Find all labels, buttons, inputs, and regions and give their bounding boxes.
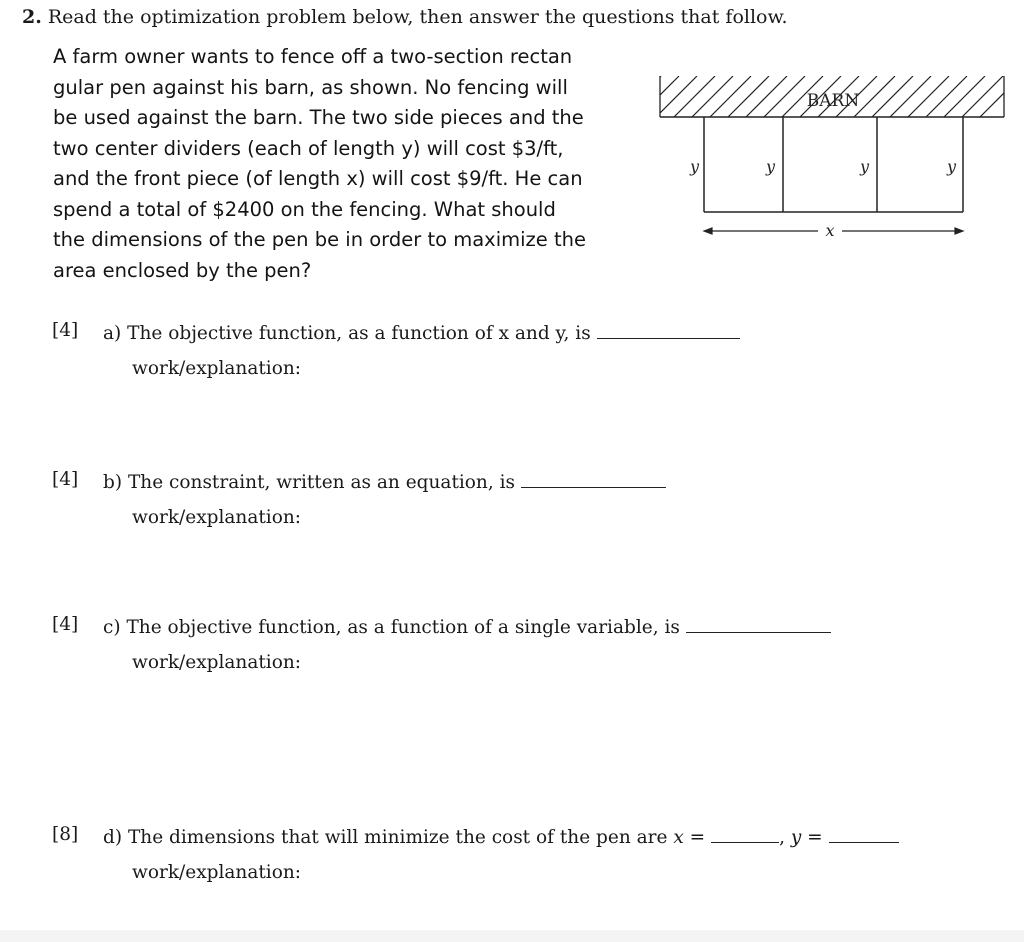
part-d-y-equals: y =: [790, 827, 823, 848]
problem-statement: [53, 42, 633, 286]
part-d-x-equals: x =: [673, 827, 706, 848]
part-c-points: [4]: [52, 614, 79, 635]
part-c-text: c) The objective function, as a function of a single variable, is: [103, 617, 680, 638]
part-a-text: a) The objective function, as a function of x and y, is: [103, 323, 591, 344]
part-d-work-label: work/explanation:: [132, 862, 302, 883]
part-b-work-label: work/explanation:: [132, 507, 302, 528]
part-d-y-blank[interactable]: [829, 824, 899, 843]
part-b-question: [103, 469, 666, 493]
y-label-right: y: [947, 157, 957, 176]
problem-line: two center dividers (each of length y) will cost $3/ft,: [53, 136, 564, 160]
part-a-question: [103, 320, 740, 344]
part-b-points: [4]: [52, 469, 79, 490]
part-a-work-label: work/explanation:: [132, 358, 302, 379]
part-a-answer-blank[interactable]: [597, 320, 740, 339]
problem-line: spend a total of $2400 on the fencing. What should: [53, 197, 556, 221]
y-label-left: y: [690, 157, 700, 176]
question-number: 2.: [22, 6, 42, 28]
x-label: x: [825, 221, 835, 240]
problem-line: A farm owner wants to fence off a two-section rectan: [53, 45, 573, 68]
part-d-points: [8]: [52, 824, 79, 845]
problem-line: area enclosed by the pen?: [53, 258, 312, 282]
part-c-question: [103, 614, 831, 638]
page-bottom-strip: [0, 930, 1024, 942]
part-d-text: d) The dimensions that will minimize the cost of the pen are: [103, 827, 668, 848]
problem-line: and the front piece (of length x) will cost $9/ft. He can: [53, 167, 583, 190]
question-header: [22, 4, 788, 30]
problem-line: the dimensions of the pen be in order to maximize the: [53, 228, 586, 251]
pen-fence: [704, 117, 963, 212]
part-c-answer-blank[interactable]: [686, 614, 831, 633]
part-b-answer-blank[interactable]: [521, 469, 666, 488]
part-d-question: d) The dimensions that will minimize the cost of the pen are x = , y =: [103, 824, 899, 848]
part-d-x-blank[interactable]: [711, 824, 779, 843]
part-c-work-label: work/explanation:: [132, 652, 302, 673]
part-a-points: [4]: [52, 320, 79, 341]
barn-pen-diagram: [650, 66, 1010, 246]
problem-line: be used against the barn. The two side pieces and the: [53, 106, 584, 129]
barn-label: BARN: [806, 91, 860, 111]
y-label-divider-2: y: [860, 157, 870, 176]
question-instruction: Read the optimization problem below, then answer the questions that follow.: [47, 6, 788, 28]
part-b-text: b) The constraint, written as an equation, is: [103, 472, 516, 493]
y-label-divider-1: y: [766, 157, 776, 176]
problem-line: gular pen against his barn, as shown. No fencing will: [53, 75, 568, 99]
